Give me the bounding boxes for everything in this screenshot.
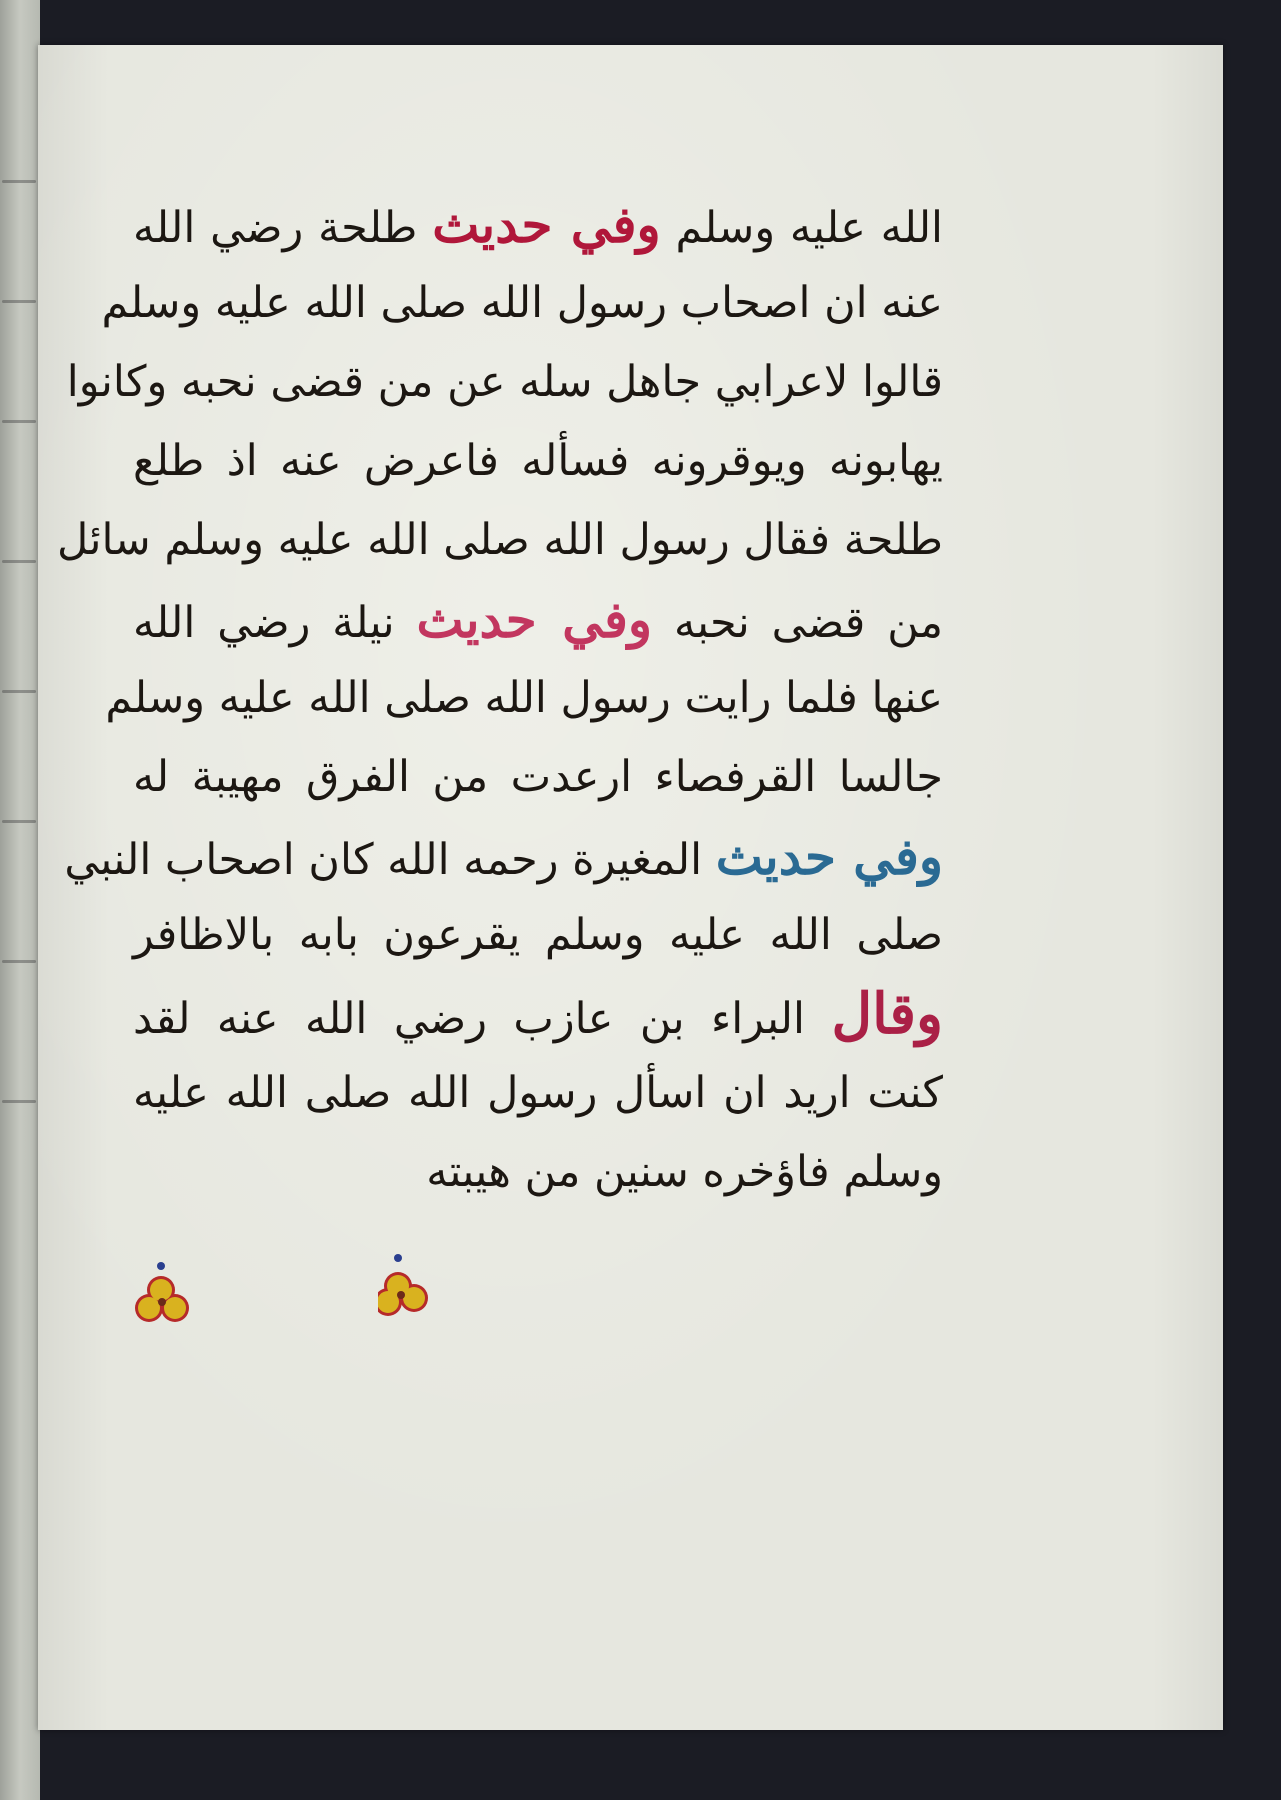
verse-marker-icon [378,1250,436,1320]
text-line: طلحة فقال رسول الله صلى الله عليه وسلم سائل [56,515,943,565]
line-text: المغيرة رحمه الله كان اصحاب النبي [64,835,716,885]
bleed-through-line [2,960,36,963]
manuscript-page [38,45,1223,1730]
text-line: عنه ان اصحاب رسول الله صلى الله عليه وسلم [101,278,943,328]
line-text: الله عليه وسلم [660,203,944,253]
bleed-through-line [2,820,36,823]
bleed-through-line [2,300,36,303]
previous-page-edge [0,0,40,1800]
rubric-heading: وقال [831,981,943,1047]
text-line: صلى الله عليه وسلم يقرعون بابه بالاظافر [133,910,943,960]
text-line [133,185,943,264]
text-line [133,975,943,1054]
line-text: طلحة رضي الله [133,203,433,253]
text-block [56,185,944,1212]
bleed-through-line [2,690,36,693]
rubric-heading: وفي حديث [416,590,653,649]
text-line [64,817,943,896]
text-line [133,1133,943,1212]
text-line: قالوا لاعرابي جاهل سله عن من قضى نحبه وكانوا [66,357,943,407]
line-text: من قضى نحبه [652,598,944,648]
verse-marker-icon [133,1258,191,1328]
bleed-through-line [2,420,36,423]
bleed-through-line [2,1100,36,1103]
bleed-through-line [2,180,36,183]
text-line [133,580,943,659]
text-line: يهابونه ويوقرونه فسأله فاعرض عنه اذ طلع [133,436,943,486]
bleed-through-line [2,560,36,563]
text-line: جالسا القرفصاء ارعدت من الفرق مهيبة له [133,752,943,802]
rubric-heading: وفي حديث [432,195,661,254]
text-line: عنها فلما رايت رسول الله صلى الله عليه وسلم [105,673,943,723]
line-text: البراء بن عازب رضي الله عنه لقد [133,994,832,1044]
text-line: كنت اريد ان اسأل رسول الله صلى الله عليه [133,1068,943,1118]
rubric-heading: وفي حديث [715,827,943,886]
line-text: نيلة رضي الله [133,598,417,648]
line-text: وسلم فاؤخره سنين من هيبته [426,1147,943,1197]
